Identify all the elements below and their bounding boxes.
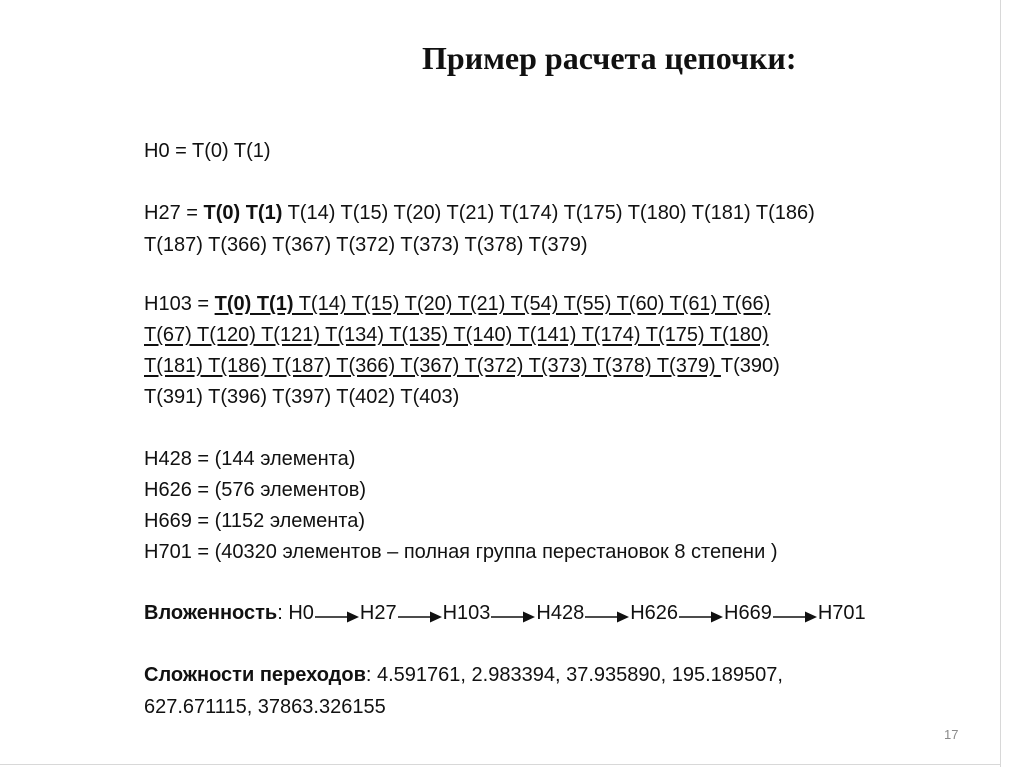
nesting-line xyxy=(144,602,866,625)
nesting-item-h626: H626 xyxy=(630,602,679,624)
nesting-item-h103: H103 xyxy=(442,602,491,624)
slide-title: Пример расчета цепочки: xyxy=(422,40,797,76)
h27-rest: T(14) T(15) T(20) T(21) T(174) T(175) T(180) T(181) T(186) xyxy=(282,202,815,224)
h428-line: H428 = (144 элемента) xyxy=(144,448,356,470)
h27-prefix: H27 = xyxy=(144,202,204,224)
nesting-item-h0: H0 xyxy=(288,602,314,624)
arrow-right-icon xyxy=(773,610,817,624)
complexity-line-1 xyxy=(144,664,783,687)
h669-line: H669 = (1152 элемента) xyxy=(144,510,366,532)
nesting-item-h27: H27 xyxy=(359,602,397,624)
nesting-item-h428: H428 xyxy=(536,602,585,624)
nesting-separator: : xyxy=(277,602,289,624)
h103-line-1 xyxy=(144,293,770,316)
h103-bold: T(0) T(1) xyxy=(214,293,294,315)
complexity-values-1: : 4.591761, 2.983394, 37.935890, 195.189507, xyxy=(365,664,783,686)
arrow-right-icon xyxy=(491,610,535,624)
h103-line-4: T(391) T(396) T(397) T(402) T(403) xyxy=(144,386,460,408)
h103-underlined-1 xyxy=(215,293,771,315)
page-number: 17 xyxy=(944,727,959,742)
h103-line1-rest: T(14) T(15) T(20) T(21) T(54) T(55) T(60) T(61) T(66) xyxy=(293,293,771,315)
nesting-item-h669: H669 xyxy=(724,602,772,624)
h103-line-2: T(67) T(120) T(121) T(134) T(135) T(140) T(141) T(174) T(175) T(180) xyxy=(144,324,769,346)
h0-line: H0 = T(0) T(1) xyxy=(144,140,271,162)
arrow-right-icon xyxy=(679,610,723,624)
arrow-right-icon xyxy=(585,610,629,624)
h701-line: H701 = (40320 элементов – полная группа перестановок 8 степени ) xyxy=(144,541,778,563)
h103-underlined-3: T(181) T(186) T(187) T(366) T(367) T(372) T(373) T(378) T(379) xyxy=(144,355,721,377)
h626-line: H626 = (576 элементов) xyxy=(144,479,367,501)
nesting-label: Вложенность xyxy=(144,602,278,624)
h103-line-3 xyxy=(144,355,780,378)
h27-line-2: T(187) T(366) T(367) T(372) T(373) T(378) T(379) xyxy=(144,234,588,256)
slide-right-border xyxy=(1000,0,1001,767)
nesting-item-h701: H701 xyxy=(817,602,866,624)
h103-prefix: H103 = xyxy=(144,293,215,315)
h27-line-1 xyxy=(144,202,815,225)
slide-bottom-border xyxy=(0,764,1001,765)
h103-line3-rest: T(390) xyxy=(720,355,780,377)
h27-bold: T(0) T(1) xyxy=(203,202,283,224)
arrow-right-icon xyxy=(315,610,359,624)
arrow-right-icon xyxy=(398,610,442,624)
complexity-line-2: 627.671115, 37863.326155 xyxy=(144,696,386,718)
complexity-label: Сложности переходов xyxy=(144,664,366,686)
